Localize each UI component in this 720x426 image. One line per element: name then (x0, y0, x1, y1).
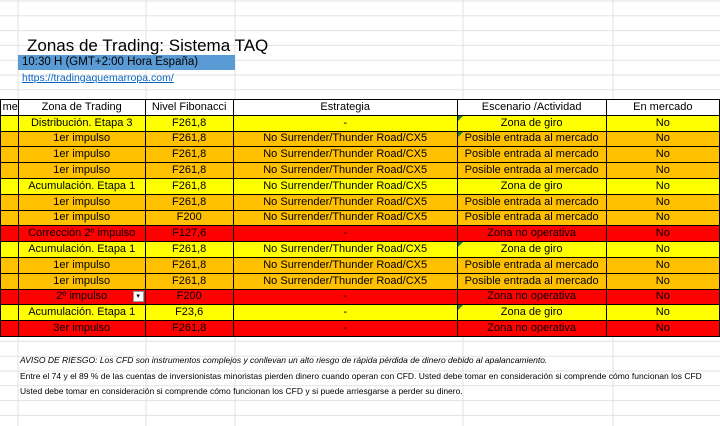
zone-cell-text: 2º impulso (56, 290, 108, 303)
fibonacci-cell[interactable] (145, 289, 233, 305)
scenario-cell[interactable] (457, 226, 606, 242)
table-row (1, 147, 720, 163)
strategy-cell[interactable] (233, 194, 457, 210)
zone-cell[interactable] (18, 115, 145, 131)
strategy-cell[interactable] (233, 289, 457, 305)
scenario-cell[interactable] (457, 178, 606, 194)
strategy-cell-text: No Surrender/Thunder Road/CX5 (263, 195, 428, 208)
time-cell[interactable] (1, 321, 19, 337)
col-header-time[interactable]: me (1, 100, 19, 116)
market-cell-text: No (655, 164, 670, 177)
fibonacci-cell-text: F261,8 (172, 195, 207, 208)
zone-cell-text: 1er impulso (53, 211, 111, 224)
market-cell-text: No (655, 116, 670, 129)
table-row (1, 131, 720, 147)
zone-cell-text: Acumulación. Etapa 1 (28, 179, 136, 192)
table-row (1, 242, 720, 258)
strategy-cell[interactable] (233, 257, 457, 273)
market-cell[interactable] (606, 163, 719, 179)
cfd-loss-note: Entre el 74 y el 89 % de las cuentas de inversionistas minoristas pierden dinero cuando operan con CFD. Usted debe tomar en consideración si comprende cómo funcionan los CFD (20, 371, 702, 381)
time-cell[interactable] (1, 163, 19, 179)
fibonacci-cell[interactable] (145, 257, 233, 273)
col-header-strategy[interactable]: Estrategia (233, 100, 457, 116)
table-row (1, 289, 720, 305)
zone-cell[interactable] (18, 242, 145, 258)
market-cell[interactable] (606, 321, 719, 337)
zone-cell-text: 1er impulso (53, 258, 111, 271)
zone-cell[interactable] (18, 305, 145, 321)
zone-cell-text: 1er impulso (53, 132, 111, 145)
zone-cell-text: 3er impulso (53, 322, 111, 335)
time-cell[interactable] (1, 305, 19, 321)
zone-cell-text: 1er impulso (53, 164, 111, 177)
scenario-cell[interactable] (457, 305, 606, 321)
time-cell[interactable] (1, 289, 19, 305)
strategy-cell-text: - (343, 116, 347, 129)
scenario-cell[interactable] (457, 289, 606, 305)
fibonacci-cell[interactable] (145, 147, 233, 163)
zone-cell-text: 1er impulso (53, 274, 111, 287)
market-cell[interactable] (606, 257, 719, 273)
market-cell-text: No (655, 211, 670, 224)
table-row (1, 305, 720, 321)
fibonacci-cell-text: F261,8 (172, 274, 207, 287)
time-cell[interactable] (1, 210, 19, 226)
strategy-cell[interactable] (233, 115, 457, 131)
fibonacci-cell[interactable] (145, 178, 233, 194)
scenario-cell[interactable] (457, 147, 606, 163)
strategy-cell-text: - (343, 306, 347, 319)
scenario-cell[interactable] (457, 257, 606, 273)
market-cell-text: No (655, 227, 670, 240)
table-row (1, 178, 720, 194)
col-header-fibonacci[interactable]: Nivel Fibonacci (145, 100, 233, 116)
cell-comment-indicator-icon (458, 132, 463, 137)
trading-zones-table (0, 99, 720, 337)
time-cell[interactable] (1, 226, 19, 242)
market-cell-text: No (655, 274, 670, 287)
website-link[interactable]: https://tradingaquemarropa.com/ (22, 72, 174, 84)
scenario-cell[interactable] (457, 194, 606, 210)
table-header-row (1, 100, 720, 116)
zone-cell[interactable] (18, 194, 145, 210)
zone-cell[interactable] (18, 131, 145, 147)
time-cell[interactable] (1, 178, 19, 194)
market-cell[interactable] (606, 289, 719, 305)
fibonacci-cell[interactable] (145, 131, 233, 147)
fibonacci-cell[interactable] (145, 226, 233, 242)
fibonacci-cell[interactable] (145, 210, 233, 226)
sheet-title: Zonas de Trading: Sistema TAQ (27, 36, 269, 55)
fibonacci-cell[interactable] (145, 163, 233, 179)
time-cell[interactable] (1, 273, 19, 289)
strategy-cell[interactable] (233, 178, 457, 194)
fibonacci-cell-text: F261,8 (172, 322, 207, 335)
scenario-cell[interactable] (457, 163, 606, 179)
strategy-cell[interactable] (233, 163, 457, 179)
market-cell[interactable] (606, 242, 719, 258)
cell-comment-indicator-icon (458, 242, 463, 247)
market-cell-text: No (655, 179, 670, 192)
market-cell-text: No (655, 195, 670, 208)
zone-cell[interactable] (18, 163, 145, 179)
zone-cell[interactable] (18, 321, 145, 337)
scenario-cell[interactable] (457, 242, 606, 258)
zone-cell-text: Distribución. Etapa 3 (30, 116, 133, 129)
table-row (1, 321, 720, 337)
scenario-cell[interactable] (457, 273, 606, 289)
fibonacci-cell-text: F200 (176, 211, 202, 224)
market-cell-text: No (655, 148, 670, 161)
fibonacci-cell-text: F127,6 (172, 227, 207, 240)
dropdown-arrow-icon[interactable]: ▾ (133, 291, 144, 302)
market-cell-text: No (655, 306, 670, 319)
table-row (1, 257, 720, 273)
strategy-cell-text: No Surrender/Thunder Road/CX5 (263, 211, 428, 224)
time-cell[interactable] (1, 257, 19, 273)
scenario-cell-text: Zona de giro (500, 306, 563, 319)
cfd-consideration-note: Usted debe tomar en consideración si comprende cómo funcionan los CFD y si puede arriesgarse a perder su dinero. (20, 386, 463, 396)
strategy-cell[interactable] (233, 131, 457, 147)
strategy-cell[interactable] (233, 226, 457, 242)
strategy-cell-text: No Surrender/Thunder Road/CX5 (263, 274, 428, 287)
risk-warning-note: AVISO DE RIESGO: Los CFD son instrumentos complejos y conllevan un alto riesgo de rápida pérdida de dinero debido al apalancamiento. (20, 355, 548, 365)
scenario-cell[interactable] (457, 321, 606, 337)
market-cell[interactable] (606, 194, 719, 210)
scenario-cell[interactable] (457, 131, 606, 147)
market-cell[interactable] (606, 115, 719, 131)
market-cell[interactable] (606, 305, 719, 321)
market-cell-text: No (655, 132, 670, 145)
zone-cell-text: Acumulación. Etapa 1 (28, 243, 136, 256)
zone-cell[interactable] (18, 210, 145, 226)
zone-cell-text: Corrección 2º impulso (28, 227, 136, 240)
table-row (1, 210, 720, 226)
zone-cell[interactable] (18, 226, 145, 242)
strategy-cell[interactable] (233, 210, 457, 226)
scenario-cell-text: Zona de giro (500, 116, 563, 129)
fibonacci-cell-text: F261,8 (172, 179, 207, 192)
scenario-cell-text: Posible entrada al mercado (464, 148, 599, 161)
strategy-cell[interactable] (233, 147, 457, 163)
market-cell[interactable] (606, 210, 719, 226)
strategy-cell-text: - (343, 290, 347, 303)
scenario-cell[interactable] (457, 210, 606, 226)
scenario-cell-text: Zona no operativa (487, 322, 576, 335)
strategy-cell-text: No Surrender/Thunder Road/CX5 (263, 258, 428, 271)
fibonacci-cell[interactable] (145, 273, 233, 289)
fibonacci-cell-text: F261,8 (172, 243, 207, 256)
market-cell[interactable] (606, 226, 719, 242)
table-row (1, 115, 720, 131)
cell-comment-indicator-icon (458, 305, 463, 310)
scenario-cell-text: Posible entrada al mercado (464, 274, 599, 287)
zone-cell[interactable] (18, 147, 145, 163)
scenario-cell[interactable] (457, 115, 606, 131)
market-cell[interactable] (606, 178, 719, 194)
time-cell[interactable] (1, 194, 19, 210)
strategy-cell-text: No Surrender/Thunder Road/CX5 (263, 132, 428, 145)
strategy-cell-text: No Surrender/Thunder Road/CX5 (263, 179, 428, 192)
fibonacci-cell[interactable] (145, 321, 233, 337)
strategy-cell[interactable] (233, 273, 457, 289)
table-row (1, 226, 720, 242)
cell-comment-indicator-icon (458, 116, 463, 121)
strategy-cell[interactable] (233, 242, 457, 258)
fibonacci-cell-text: F23,6 (175, 306, 204, 319)
fibonacci-cell-text: F261,8 (172, 148, 207, 161)
fibonacci-cell[interactable] (145, 242, 233, 258)
table-row (1, 163, 720, 179)
fibonacci-cell[interactable] (145, 115, 233, 131)
fibonacci-cell[interactable] (145, 305, 233, 321)
zone-cell[interactable] (18, 273, 145, 289)
market-cell[interactable] (606, 147, 719, 163)
col-header-scenario[interactable]: Escenario /Actividad (457, 100, 606, 116)
fibonacci-cell-text: F261,8 (172, 116, 207, 129)
scenario-cell-text: Zona no operativa (487, 290, 576, 303)
zone-cell[interactable] (18, 289, 145, 305)
time-cell[interactable] (1, 115, 19, 131)
strategy-cell-text: No Surrender/Thunder Road/CX5 (263, 243, 428, 256)
time-cell[interactable] (1, 131, 19, 147)
fibonacci-cell-text: F261,8 (172, 132, 207, 145)
market-cell-text: No (655, 290, 670, 303)
zone-cell-text: 1er impulso (53, 148, 111, 161)
strategy-cell-text: No Surrender/Thunder Road/CX5 (263, 148, 428, 161)
market-cell-text: No (655, 258, 670, 271)
time-cell[interactable] (1, 242, 19, 258)
scenario-cell-text: Posible entrada al mercado (464, 195, 599, 208)
fibonacci-cell-text: F261,8 (172, 258, 207, 271)
strategy-cell[interactable] (233, 305, 457, 321)
scenario-cell-text: Posible entrada al mercado (464, 132, 599, 145)
strategy-cell-text: - (343, 322, 347, 335)
market-cell[interactable] (606, 273, 719, 289)
fibonacci-cell-text: F200 (176, 290, 202, 303)
scenario-cell-text: Posible entrada al mercado (464, 258, 599, 271)
scenario-cell-text: Zona de giro (500, 179, 563, 192)
scenario-cell-text: Zona no operativa (487, 227, 576, 240)
zone-cell[interactable] (18, 178, 145, 194)
market-cell[interactable] (606, 131, 719, 147)
market-cell-text: No (655, 322, 670, 335)
col-header-zone[interactable]: Zona de Trading (18, 100, 145, 116)
strategy-cell-text: No Surrender/Thunder Road/CX5 (263, 164, 428, 177)
market-cell-text: No (655, 243, 670, 256)
scenario-cell-text: Zona de giro (500, 243, 563, 256)
time-cell[interactable] (1, 147, 19, 163)
zone-cell-text: 1er impulso (53, 195, 111, 208)
fibonacci-cell-text: F261,8 (172, 164, 207, 177)
zone-cell[interactable] (18, 257, 145, 273)
fibonacci-cell[interactable] (145, 194, 233, 210)
table-row (1, 273, 720, 289)
scenario-cell-text: Posible entrada al mercado (464, 211, 599, 224)
zone-cell-text: Acumulación. Etapa 1 (28, 306, 136, 319)
strategy-cell[interactable] (233, 321, 457, 337)
time-label[interactable]: 10:30 H (GMT+2:00 Hora España) (18, 55, 235, 70)
table-row (1, 194, 720, 210)
strategy-cell-text: - (343, 227, 347, 240)
scenario-cell-text: Posible entrada al mercado (464, 164, 599, 177)
col-header-market[interactable]: En mercado (606, 100, 719, 116)
